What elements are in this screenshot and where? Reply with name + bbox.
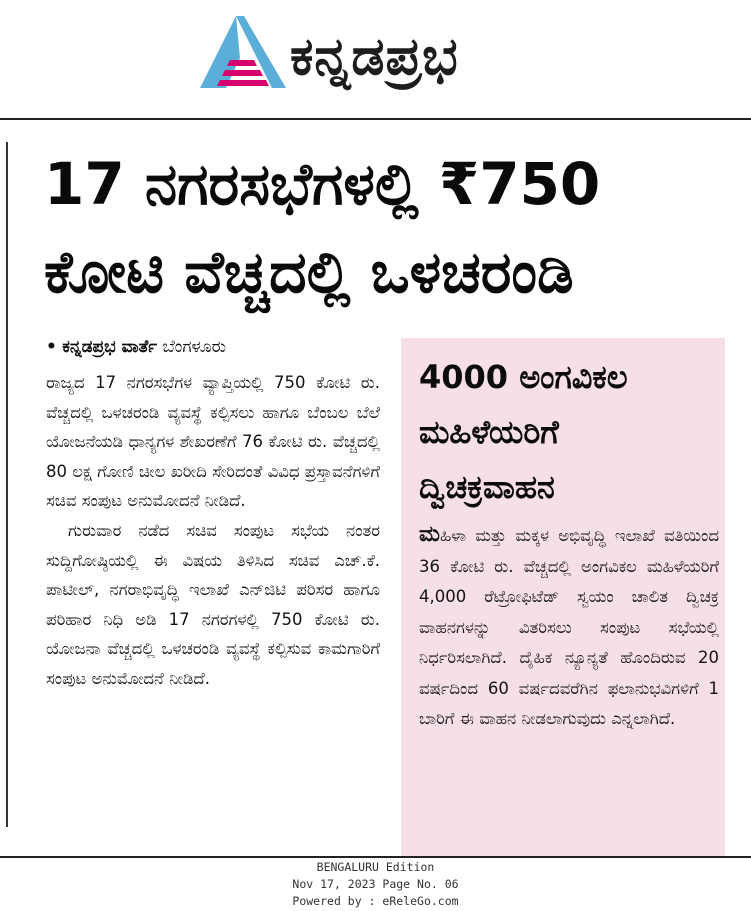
headline-line-2: ಕೋಟಿ ವೆಚ್ಚದಲ್ಲಿ ಒಳಚರಂಡಿ: [44, 238, 574, 306]
footer-powered-by[interactable]: Powered by : eReleGo.com: [292, 894, 459, 908]
article-paragraph: ಗುರುವಾರ ನಡೆದ ಸಚಿವ ಸಂಪುಟ ಸಭೆಯ ನಂತರ ಸುದ್ದಿಗೋಷ್ಠಿಯಲ್ಲಿ ಈ ವಿಷಯ ತಿಳಿಸಿದ ಸಚಿವ ಎಚ್.ಕೆ. ಪಾಟೀಲ್, ನಗರಾಭಿವೃದ್ಧಿ ಇಲಾಖೆ ಎನ್‌ಜಿಟಿ ಪರಿಸರ ಹಾಗೂ ಪರಿಹಾರ ನಿಧಿ ಅಡಿ 17 ನಗರಗಳಲ್ಲಿ 750 ಕೋಟಿ ರು. ಯೋಜನಾ ವೆಚ್ಚದಲ್ಲಿ ಒಳಚರಂಡಿ ವ್ಯವಸ್ಥೆ ಕಲ್ಪಿಸುವ ಕಾಮಗಾರಿಗೆ ಸಂಪುಟ ಅನುಮೋದನೆ ನೀಡಿದೆ.: [46, 520, 380, 688]
footer: [0, 859, 751, 910]
article-body: [46, 368, 380, 694]
byline-place: ಬೆಂಗಳೂರು: [162, 337, 226, 357]
masthead-divider: [0, 118, 751, 120]
sidebar-dropcap: ಮ: [419, 522, 440, 547]
column-left-rule: [6, 142, 8, 827]
footer-edition: BENGALURU Edition: [316, 860, 435, 874]
sidebar-title-line-2: ಮಹಿಳೆಯರಿಗೆ: [419, 413, 559, 451]
article-paragraph: ರಾಜ್ಯದ 17 ನಗರಸಭೆಗಳ ವ್ಯಾಪ್ತಿಯಲ್ಲಿ 750 ಕೋಟಿ ರು. ವೆಚ್ಚದಲ್ಲಿ ಒಳಚರಂಡಿ ವ್ಯವಸ್ಥೆ ಕಲ್ಪಿಸಲು ಹಾಗೂ ಬೆಂಬಲ ಬೆಲೆ ಯೋಜನೆಯಡಿ ಧಾನ್ಯಗಳ ಶೇಖರಣೆಗೆ 76 ಕೋಟಿ ರು. ವೆಚ್ಚದಲ್ಲಿ 80 ಲಕ್ಷ ಗೋಣಿ ಚೀಲ ಖರೀದಿ ಸೇರಿದಂತೆ ವಿವಿಧ ಪ್ರಸ್ತಾವನೆಗಳಿಗೆ ಸಚಿವ ಸಂಪುಟ ಅನುಮೋದನೆ ನೀಡಿದೆ.: [46, 373, 380, 511]
headline-line-1: 17 ನಗರಸಭೆಗಳಲ್ಲಿ ₹750: [44, 150, 601, 218]
masthead: [0, 0, 751, 118]
footer-date-page: Nov 17, 2023 Page No. 06: [292, 877, 459, 891]
footer-divider: [0, 856, 751, 858]
triangle-stripes-logo-icon: [196, 14, 288, 90]
sidebar-body-text: ಹಿಳಾ ಮತ್ತು ಮಕ್ಕಳ ಅಭಿವೃದ್ಧಿ ಇಲಾಖೆ ವತಿಯಿಂದ 36 ಕೋಟಿ ರು. ವೆಚ್ಚದಲ್ಲಿ ಅಂಗವಿಕಲ ಮಹಿಳೆಯರಿಗೆ 4,000 ರೆಟ್ರೋಫಿಟೆಡ್ ಸ್ವಯಂ ಚಾಲಿತ ದ್ವಿಚಕ್ರ ವಾಹನಗಳನ್ನು ವಿತರಿಸಲು ಸಂಪುಟ ಸಭೆಯಲ್ಲಿ ನಿರ್ಧರಿಸಲಾಗಿದೆ. ದೈಹಿಕ ನ್ಯೂನ್ಯತೆ ಹೊಂದಿರುವ 20 ವರ್ಷದಿಂದ 60 ವರ್ಷದವರೆಗಿನ ಫಲಾನುಭವಿಗಳಿಗೆ 1 ಬಾರಿಗೆ ಈ ವಾಹನ ನೀಡಲಾಗುವುದು ಎನ್ನಲಾಗಿದೆ.: [419, 526, 719, 728]
sidebar-title: [419, 350, 719, 515]
sidebar-title-line-1: 4000 ಅಂಗವಿಕಲ: [419, 358, 628, 396]
byline: [46, 333, 226, 361]
headline: [44, 140, 744, 316]
byline-bullet: •: [46, 337, 57, 357]
sidebar-title-line-3: ದ್ವಿಚಕ್ರವಾಹನ: [419, 468, 555, 506]
byline-agency: ಕನ್ನಡಪ್ರಭ ವಾರ್ತೆ: [62, 337, 158, 357]
masthead-logo-text[interactable]: ಕನ್ನಡಪ್ರಭ: [290, 27, 459, 87]
sidebar-body: [419, 520, 719, 735]
